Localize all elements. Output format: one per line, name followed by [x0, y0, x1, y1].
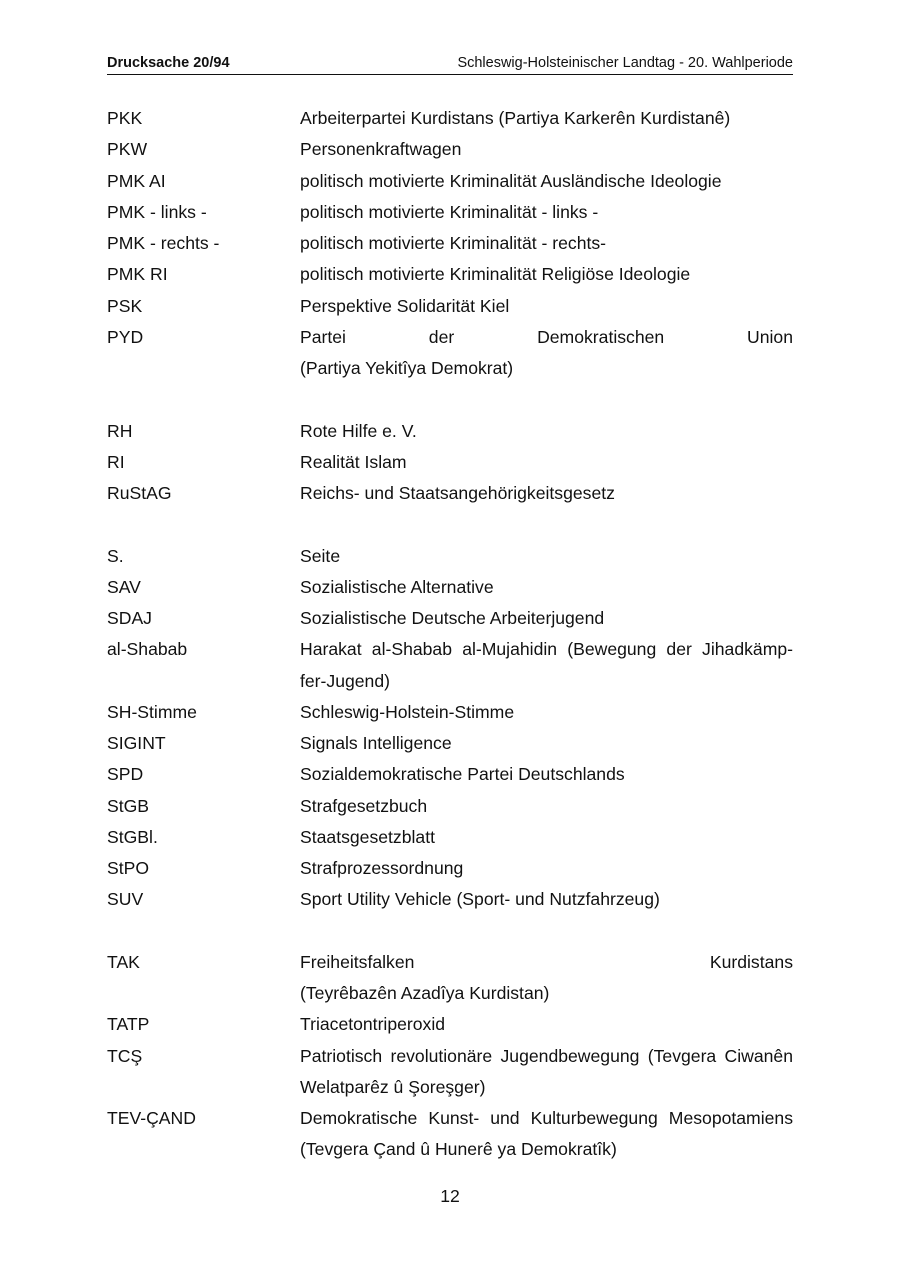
definition-line: Strafprozessordnung	[300, 858, 464, 878]
abbreviation-row	[107, 259, 793, 290]
abbreviation-definition	[300, 541, 793, 572]
definition-line: Sozialdemokratische Partei Deutschlands	[300, 764, 625, 785]
abbreviation-row	[107, 134, 793, 165]
abbreviation-term: TEV-ÇAND	[107, 1108, 196, 1128]
abbreviation-term: PMK - rechts -	[107, 233, 220, 253]
abbreviation-definition	[300, 322, 793, 385]
abbreviation-definition	[300, 291, 793, 322]
definition-line: Sozialistische Alternative	[300, 576, 494, 597]
abbreviation-term: TCŞ	[107, 1045, 143, 1066]
abbreviation-term: SIGINT	[107, 733, 166, 753]
abbreviation-term: al-Shabab	[107, 639, 188, 660]
abbreviation-term: PMK AI	[107, 170, 166, 191]
abbreviation-term: RuStAG	[107, 483, 172, 503]
abbreviation-definition	[300, 822, 793, 853]
definition-line: Sport Utility Vehicle (Sport- und Nutzfahrzeug)	[300, 889, 660, 910]
definition-line: Patriotisch revolutionäre Jugendbewegung (Tevgera Ciwanên	[300, 1045, 793, 1066]
abbreviation-definition	[300, 759, 793, 790]
abbreviation-row	[107, 822, 793, 853]
abbreviation-term: TATP	[107, 1014, 150, 1035]
abbreviation-term: StGB	[107, 795, 150, 816]
abbreviation-definition	[300, 478, 793, 509]
definition-line: (Teyrêbazên Azadîya Kurdistan)	[300, 983, 550, 1003]
document-source: Schleswig-Holsteinischer Landtag - 20. Wahlperiode	[457, 55, 793, 71]
abbreviation-definition	[300, 103, 793, 134]
definition-line: Sozialistische Deutsche Arbeiterjugend	[300, 608, 605, 628]
abbreviation-term: PKW	[107, 139, 148, 160]
abbreviation-definition	[300, 697, 793, 728]
abbreviation-definition	[300, 416, 793, 447]
abbreviation-row	[107, 541, 793, 572]
abbreviation-row	[107, 884, 793, 915]
definition-line: Seite	[300, 545, 341, 566]
abbreviation-term: RI	[107, 451, 125, 472]
abbreviation-definition	[300, 228, 793, 259]
abbreviation-row	[107, 322, 793, 385]
abbreviation-term: SDAJ	[107, 608, 152, 628]
abbreviation-term: StGBl.	[107, 826, 158, 847]
abbreviation-term: PYD	[107, 326, 144, 347]
abbreviation-definition	[300, 447, 793, 478]
abbreviation-term: S.	[107, 545, 124, 566]
abbreviation-row	[107, 634, 793, 697]
abbreviation-term: PMK RI	[107, 264, 168, 285]
definition-line: politisch motivierte Kriminalität - rechts-	[300, 233, 607, 253]
definition-line: Schleswig-Holstein-Stimme	[300, 701, 515, 722]
abbreviation-definition	[300, 634, 793, 697]
abbreviation-term: SPD	[107, 764, 144, 785]
definition-line: Reichs- und Staatsangehörigkeitsgesetz	[300, 483, 615, 503]
definition-line: Strafgesetzbuch	[300, 795, 428, 816]
abbreviation-term: StPO	[107, 858, 150, 878]
abbreviation-definition	[300, 134, 793, 165]
definition-line: Realität Islam	[300, 451, 407, 472]
definition-line: Demokratische Kunst- und Kulturbewegung Mesopotamiens	[300, 1108, 793, 1128]
abbreviation-row	[107, 728, 793, 759]
abbreviation-term: PSK	[107, 295, 143, 316]
page-header	[107, 54, 793, 75]
abbreviation-definition	[300, 791, 793, 822]
definition-line: Personenkraftwagen	[300, 139, 462, 160]
abbreviation-row	[107, 853, 793, 884]
abbreviation-definition	[300, 947, 793, 1010]
definition-line: politisch motivierte Kriminalität Religiöse Ideologie	[300, 264, 691, 285]
abbreviation-term: SAV	[107, 576, 141, 597]
definition-line: politisch motivierte Kriminalität - links -	[300, 201, 599, 222]
definition-line: Signals Intelligence	[300, 733, 452, 753]
definition-line: Arbeiterpartei Kurdistans (Partiya Karkerên Kurdistanê)	[300, 108, 731, 128]
abbreviation-definition	[300, 853, 793, 884]
definition-line: Freiheitsfalken Kurdistans	[300, 951, 793, 972]
abbreviation-definition	[300, 259, 793, 290]
abbreviation-definition	[300, 166, 793, 197]
abbreviation-definition	[300, 572, 793, 603]
abbreviation-row	[107, 166, 793, 197]
page-number: 12	[440, 1186, 460, 1206]
abbreviation-row	[107, 416, 793, 447]
definition-line: Staatsgesetzblatt	[300, 826, 435, 847]
abbreviation-term: PKK	[107, 108, 143, 128]
abbreviation-row	[107, 228, 793, 259]
document-number: Drucksache 20/94	[107, 55, 230, 71]
abbreviation-row	[107, 697, 793, 728]
abbreviation-definition	[300, 603, 793, 634]
abbreviation-row	[107, 103, 793, 134]
abbreviation-row	[107, 791, 793, 822]
abbreviation-row	[107, 197, 793, 228]
definition-line: Welatparêz û Şoreşger)	[300, 1076, 486, 1097]
abbreviation-row	[107, 1041, 793, 1104]
definition-line: (Tevgera Çand û Hunerê ya Demokratîk)	[300, 1139, 617, 1160]
definition-line: Harakat al-Shabab al-Mujahidin (Bewegung der Jihadkämp-	[300, 639, 793, 660]
abbreviation-definition	[300, 1103, 793, 1166]
abbreviation-row	[107, 447, 793, 478]
abbreviation-row	[107, 291, 793, 322]
abbreviation-term: TAK	[107, 951, 140, 972]
abbreviation-row	[107, 1009, 793, 1040]
abbreviation-row	[107, 759, 793, 790]
abbreviation-definition	[300, 728, 793, 759]
abbreviation-list	[107, 103, 793, 1166]
definition-line: Rote Hilfe e. V.	[300, 420, 417, 441]
abbreviation-definition	[300, 884, 793, 915]
abbreviation-row	[107, 603, 793, 634]
abbreviation-row	[107, 947, 793, 1010]
definition-line: Partei der Demokratischen Union	[300, 326, 793, 347]
abbreviation-row	[107, 1103, 793, 1166]
definition-line: Triacetontriperoxid	[300, 1014, 446, 1035]
definition-line: (Partiya Yekitîya Demokrat)	[300, 358, 514, 378]
abbreviation-term: SH-Stimme	[107, 701, 197, 722]
abbreviation-term: SUV	[107, 889, 144, 910]
abbreviation-term: PMK - links -	[107, 201, 207, 222]
definition-line: politisch motivierte Kriminalität Ausländische Ideologie	[300, 170, 722, 191]
definition-line: Perspektive Solidarität Kiel	[300, 295, 510, 316]
abbreviation-term: RH	[107, 420, 133, 441]
abbreviation-row	[107, 478, 793, 509]
abbreviation-definition	[300, 1041, 793, 1104]
definition-line: fer-Jugend)	[300, 670, 390, 691]
abbreviation-row	[107, 572, 793, 603]
abbreviation-definition	[300, 197, 793, 228]
abbreviation-definition	[300, 1009, 793, 1040]
